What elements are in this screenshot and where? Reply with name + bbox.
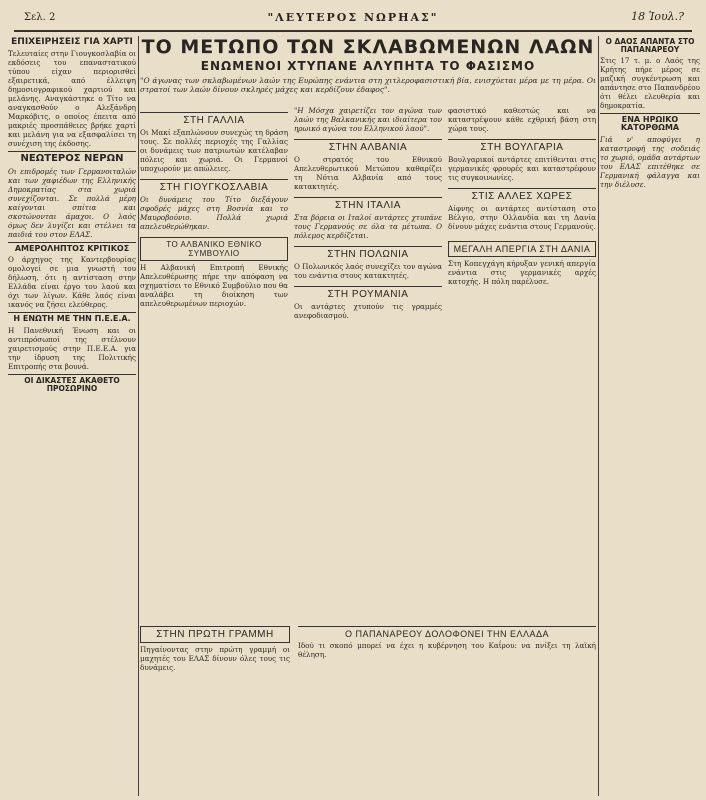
section-heading: ΣΤΗ ΓΑΛΛΙΑ — [140, 112, 288, 126]
lower-left-block — [140, 620, 290, 672]
headline: ΑΜΕΡΟΛΗΠΤΟΣ ΚΡΙΤΙΚΟΣ — [8, 242, 136, 253]
article-text: Στις 17 τ. μ. ο Λαός της Κρήτης πήρε μέρος σε μαζική συγκέντρωση και απάντησε στο Παπανδρέου ότι θέλει ελευθερία και δημοκρατία. — [600, 55, 700, 110]
newspaper-title: "ΛΕΥΤΕΡΟΣ ΝΩΡΗΑΣ" — [267, 11, 439, 24]
headline: ΝΕΩΤΕΡΟΣ ΝΕΡΩΝ — [8, 151, 136, 165]
article-text: Ο άρχηγος της Καντερβουρίας ομολογεί σε μια γνωστή του δήλωση, ότι η αντίσταση στην Ελλάδα είναι έργο του λαού και όχι των λίγων. Κάθε λαός είναι ικανός να ζήσει ελεύθερος. — [8, 255, 136, 310]
section-heading: ΣΤΗΝ ΙΤΑΛΙΑ — [294, 197, 442, 211]
page-number: Σελ. 2 — [24, 12, 56, 23]
lead-paragraph: "Ο άγωνας των σκλαβωμένων λαών της Ευρώπης ενάντια στη χιτλεροφασιστική βία, ενισχύεται μέρα με τη μέρα. Οι στρατοί των λαών δίνουν σκληρές μάχες και κερδίζουν έδαφος". — [140, 75, 596, 94]
issue-date: 18 Ἰουλ.? — [631, 10, 684, 23]
article-text: Ο στρατός του Εθνικού Απελευθερωτικού Μετώπου καθαρίζει τη Νότια Αλβανία από τους κατακτητές. — [294, 155, 442, 191]
main-column-3 — [448, 106, 596, 616]
article-text: Στη Κοπεγχάγη κήρυξαν γενική απεργία ενάντια στις γερμανικές αρχές κατοχής. Η πόλη παρέλυσε. — [448, 259, 596, 286]
headline: ΕΠΙΧΕΙΡΗΣΕΙΣ ΓΙΑ ΧΑΡΤΙ — [11, 37, 133, 47]
article-text: Ιδού τι σκοπό μπορεί να έχει η κυβέρνηση του Καΐρου: να πνίξει τη λαϊκή θέληση. — [298, 641, 596, 659]
headline: ΕΝΑ ΗΡΩΙΚΟ ΚΑΤΟΡΘΩΜΑ — [600, 113, 700, 133]
section-heading: Ο ΠΑΠΑΝΑΡΕΟΥ ΔΟΛΟΦΟΝΕΙ ΤΗΝ ΕΛΛΑΔΑ — [298, 626, 596, 639]
article-text: Στα βόρεια οι Ιταλοί αντάρτες χτυπάνε τους Γερμανούς σε όλα τα μέτωπα. Ο πόλεμος κερδίζεται. — [294, 213, 442, 240]
main-title: ΤΟ ΜΕΤΩΠΟ ΤΩΝ ΣΚΛΑΒΩΜΕΝΩΝ ΛΑΩΝ — [141, 36, 595, 58]
section-heading: ΣΤΗ ΡΟΥΜΑΝΙΑ — [294, 286, 442, 300]
main-subtitle: ΕΝΩΜΕΝΟΙ ΧΤΥΠΑΝΕ ΑΛΥΠΗΤΑ ΤΟ ΦΑΣΙΣΜΟ — [200, 58, 536, 73]
section-heading: ΣΤΗΝ ΠΡΩΤΗ ΓΡΑΜΜΗ — [140, 626, 290, 643]
section-heading: ΤΟ ΑΛΒΑΝΙΚΟ ΕΘΝΙΚΟ ΣΥΜΒΟΥΛΙΟ — [140, 237, 288, 261]
article-text: "Η Μόσχα χαιρετίζει τον αγώνα των λαών της Βαλκανικής και ιδιαίτερα τον ηρωικό αγώνα του Ελληνικού λαού". — [294, 106, 442, 133]
article-text: Η Αλβανική Επιτροπή Εθνικής Απελευθέρωσης πήρε την απόφαση να σχηματίσει το Εθνικό Συμβούλιο που θα αναλάβει τη διοίκηση των απελευθερωμένων περιοχών. — [140, 263, 288, 308]
lower-section — [140, 620, 596, 798]
article-text: Οι Μακί εξαπλώνουν συνεχώς τη δράση τους. Σε πολλές περιοχές της Γαλλίας οι δυνάμεις των πατριωτών κατέλαβαν πόλεις και χωριά. Οι Γερμανοί υποχωρούν με απώλειες. — [140, 128, 288, 173]
article-text: Οι αντάρτες χτυπούν τις γραμμές ανεφοδιασμού. — [294, 302, 442, 320]
section-heading: ΣΤΗΝ ΠΟΛΩΝΙΑ — [294, 246, 442, 260]
headline: Η ΕΝΩΤΗ ΜΕ ΤΗΝ Π.Ε.Ε.Α. — [8, 312, 136, 323]
main-headline-block — [140, 36, 596, 94]
section-heading: ΣΤΗ ΓΙΟΥΓΚΟΣΛΑΒΙΑ — [140, 179, 288, 193]
section-heading: ΣΤΗΝ ΑΛΒΑΝΙΑ — [294, 139, 442, 153]
article-text: Βουλγαρικοί αντάρτες επιτίθενται στις γερμανικές φρουρές και καταστρέφουν τις συγκοινωνίες. — [448, 155, 596, 182]
article-text: Πηγαίνοντας στην πρώτη γραμμή οι μαχητές του ΕΛΑΣ δίνουν όλες τους τις δυνάμεις. — [140, 645, 290, 672]
section-heading: ΜΕΓΑΛΗ ΑΠΕΡΓΙΑ ΣΤΗ ΔΑΝΙΑ — [448, 241, 596, 257]
article-text: Η Πανεθνική Ένωση και οι αντιπρόσωποί της στέλνουν χαιρετισμούς στην Π.Ε.Ε.Α. για την ίδρυση της Πολιτικής Επιτροπής στα βουνά. — [8, 325, 136, 371]
article-text: Οι επιδρομές των Γερμανοιταλών και των χαφιέδων της Ελληνικής Δημοκρατίας στα χωριά συνεχίζονται. Σε πολλά μέρη καίγονται σπίτια και σκοτώνονται άμαχοι. Ο λαός όμως δεν λυγίζει και στέλνει τα παιδιά του στον ΕΛΑΣ. — [8, 166, 136, 239]
article-text: Τελευταίες στην Γιουγκοσλαβία οι εκδόσεις του επαναστατικού τύπου είχαν περιορισθεί εξαιρετικά, από έλλειψη δημοσιογραφικού χαρτιού και μελάνης. Αναγκάστηκε ο Τίτο να αναγκασθούν ο Αλεξάνδρη Μαρκόβιτς, ο οποίος έπειτα από μακριές προσπάθειες βρήκε χαρτί και μελάνη για να εξασφαλίσει τη συνέχιση της έκδοσης. — [8, 49, 136, 149]
main-columns — [140, 106, 596, 616]
lower-right-block — [298, 620, 596, 659]
article-text: φασιστικό καθεστώς και να καταστρέψουν κάθε εχθρική βάση στη χώρα τους. — [448, 106, 596, 133]
column-rule — [138, 36, 139, 796]
headline: ΟΙ ΔΙΚΑΣΤΕΣ ΑΚΑΘΕΤΟ ΠΡΟΣΩΡΙΝΟ — [8, 374, 136, 393]
article-text: Γιά ν' αποφύγει η καταστροφή της σοδειάς το χωριό, ομάδα αντάρτων του ΕΛΑΣ επιτέθηκε σε Γερμανική φάλαγγα και την διέλυσε. — [600, 134, 700, 189]
article-text: Ο Πολωνικός λαός συνεχίζει τον αγώνα του ενάντια στους κατακτητές. — [294, 262, 442, 280]
headline: Ο ΔΑΟΣ ΑΠΑΝΤΑ ΣΤΟ ΠΑΠΑΝΑΡΕΟΥ — [605, 37, 695, 54]
article-text: Οι δυνάμεις του Τίτο διεξάγουν σφοδρές μάχες στη Βοσνία και το Μαυροβούνιο. Πολλά χωριά απελευθερώθηκαν. — [140, 195, 288, 231]
masthead — [14, 6, 692, 32]
main-column-1 — [140, 106, 288, 616]
right-column — [600, 36, 700, 796]
column-rule — [598, 36, 599, 796]
main-column-2 — [294, 106, 442, 616]
section-heading: ΣΤΙΣ ΑΛΛΕΣ ΧΩΡΕΣ — [448, 188, 596, 202]
left-column — [8, 36, 136, 796]
article-text: Αίφνης οι αντάρτες αντίσταση στο Βέλγιο, στην Ολλανδία και τη Δανία δίνουν μάχες ενάντια στους Γερμανούς. — [448, 204, 596, 231]
section-heading: ΣΤΗ ΒΟΥΛΓΑΡΙΑ — [448, 139, 596, 153]
